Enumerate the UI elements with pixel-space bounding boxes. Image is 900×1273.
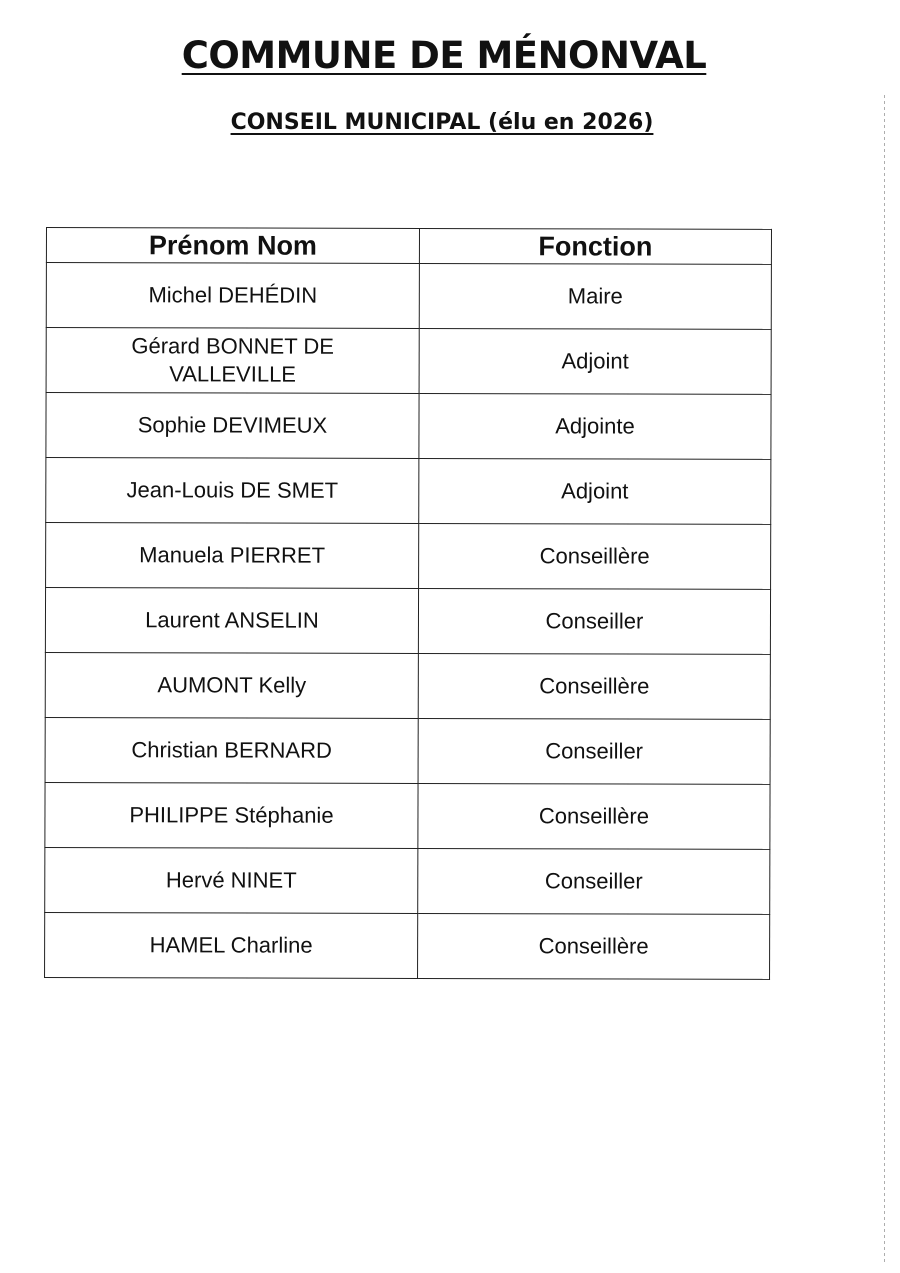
column-header-function: Fonction [419,228,771,264]
table-row [46,523,771,590]
member-function: Conseiller [418,848,770,914]
member-name: Gérard BONNET DE VALLEVILLE [46,328,419,394]
member-name: Christian BERNARD [45,717,418,783]
page-subtitle [0,110,884,135]
page-subtitle-text: CONSEIL MUNICIPAL (élu en 2026) [230,110,654,135]
member-function: Maire [419,263,771,329]
table-row [45,588,770,655]
council-table [44,227,772,980]
scan-edge-line [884,95,885,1265]
table-row [45,652,770,719]
table-row [45,782,770,849]
member-function: Conseillère [418,783,770,849]
table-row [45,847,770,914]
member-function: Conseiller [418,718,770,784]
member-function: Adjoint [419,458,771,524]
member-function: Adjoint [419,328,771,394]
member-function: Conseillère [418,653,770,719]
member-name: PHILIPPE Stéphanie [45,782,418,848]
member-name: HAMEL Charline [45,912,418,978]
member-name: Laurent ANSELIN [45,588,418,654]
table-row [45,912,770,979]
member-function: Conseillère [419,523,771,589]
page-title-text: COMMUNE DE MÉNONVAL [181,34,707,77]
member-function: Conseiller [418,588,770,654]
member-function: Adjointe [419,393,771,459]
table-header-row [46,228,771,265]
member-name: Hervé NINET [45,847,418,913]
member-name: Jean-Louis DE SMET [46,458,419,524]
member-name: Manuela PIERRET [46,523,419,589]
member-name: Michel DEHÉDIN [46,263,419,329]
member-function: Conseillère [418,913,770,979]
table-row [46,393,771,460]
table-row [46,458,771,525]
member-name: Sophie DEVIMEUX [46,393,419,459]
member-name: AUMONT Kelly [45,652,418,718]
page-title [0,34,888,77]
column-header-name: Prénom Nom [46,228,419,264]
table-row [46,263,771,330]
table-row [46,328,771,395]
table-row [45,717,770,784]
